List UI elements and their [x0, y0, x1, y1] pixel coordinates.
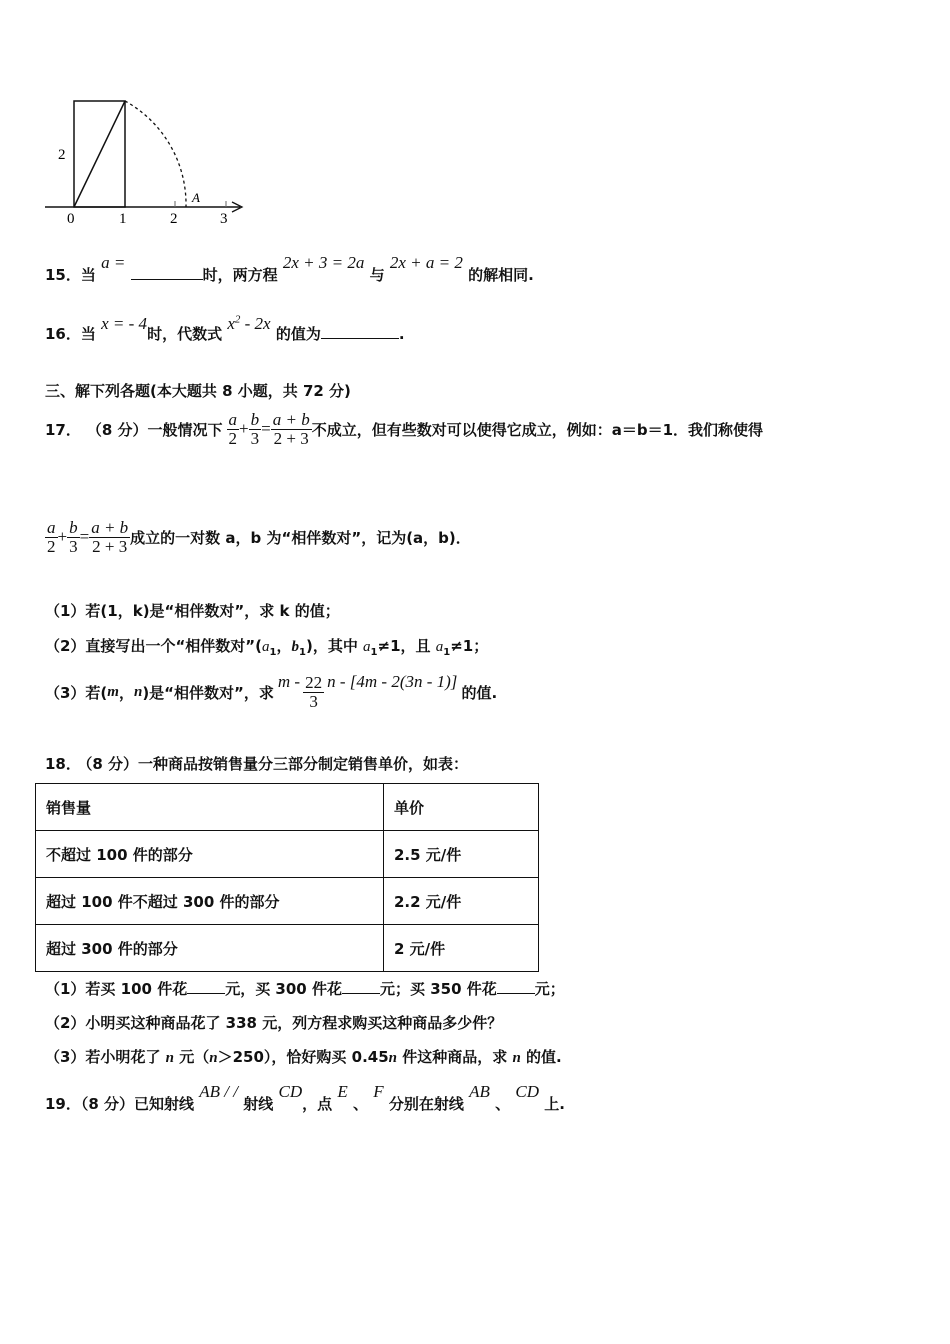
fraction-22-3: $\frac{22}{3}$	[305, 672, 323, 711]
question-18: 18． （8 分）一种商品按销售量分三部分制定销售单价，如表：	[45, 755, 469, 773]
table-header: 销售量	[36, 784, 384, 831]
table-cell: 2.5 元/件	[384, 831, 539, 878]
ray-ab-parallel: AB / /	[199, 1082, 238, 1101]
table-header: 单价	[384, 784, 539, 831]
answer-blank[interactable]	[321, 324, 399, 339]
q18-part-3: （3）若小明花了 n 元（n＞250），恰好购买 0.45n 件这种商品，求 n 的值.	[45, 1048, 562, 1066]
table-cell: 2.2 元/件	[384, 878, 539, 925]
tick-label-1: 1	[119, 211, 127, 227]
q18-part-2: （2）小明买这种商品花了 338 元，列方程求购买这种商品多少件？	[45, 1014, 503, 1032]
point-e: E	[337, 1082, 348, 1101]
math-x-equals: x = - 4	[101, 314, 148, 333]
table-row	[36, 925, 539, 972]
equation-2: 2x + a = 2	[389, 253, 463, 272]
question-17-definition: $\frac{a}{2}$ + $\frac{b}{3}$ = $\frac{a + b}{2 + 3}$ 成立的一对数 a，b 为“相伴数对”，记为(a，b)．	[47, 517, 471, 556]
arc	[125, 101, 186, 207]
answer-blank[interactable]	[187, 979, 225, 994]
table-row	[36, 878, 539, 925]
question-number: 19．	[45, 1095, 81, 1113]
tick-label-0: 0	[67, 211, 75, 227]
number-line-figure	[40, 95, 255, 230]
y-label: 2	[58, 147, 66, 163]
table-cell: 2 元/件	[384, 925, 539, 972]
question-15: 15．当 a = 时，两方程 2x + 3 = 2a 与 2x + a = 2 的解相同.	[45, 253, 534, 284]
question-number: 16．	[45, 325, 81, 343]
fraction-b-3: $\frac{b}{3}$	[250, 409, 260, 448]
table-cell: 超过 300 件的部分	[36, 925, 384, 972]
answer-blank[interactable]	[342, 979, 380, 994]
price-table	[35, 783, 539, 972]
q17-part-2: （2）直接写出一个“相伴数对$”(a_1$，$b_1$)，其中 $a_1\ne 1$，且 $a_1\ne 1$；	[45, 637, 489, 658]
equation-1: 2x + 3 = 2a	[282, 253, 365, 272]
question-19: 19．（8 分）已知射线 AB / / 射线 CD，点 E 、 F 分别在射线 AB 、 CD 上.	[45, 1082, 565, 1113]
question-number: 17．	[45, 420, 81, 439]
point-label-a: A	[192, 190, 200, 205]
q17-part-3: （3）若( m ， n )是“相伴数对”，求 m - $\frac{22}{3}$ n - [4m - 2(3n - 1)] 的值.	[45, 672, 498, 711]
fraction-sum: $\frac{a + b}{2 + 3}$	[272, 409, 310, 448]
expression: $x^2 - 2x$	[227, 313, 271, 333]
tick-label-2: 2	[170, 211, 178, 227]
fraction-b-3: $\frac{b}{3}$	[69, 517, 78, 556]
ray-cd: CD	[278, 1082, 303, 1101]
question-16: 16．当 x = - 4时，代数式 $x^2 - 2x$ 的值为 .	[45, 313, 405, 343]
tick-label-3: 3	[220, 211, 228, 227]
fraction-sum: $\frac{a + b}{2 + 3}$	[91, 517, 129, 556]
math-a-equals: a =	[101, 253, 126, 272]
point-f: F	[373, 1082, 384, 1101]
question-number: 15．	[45, 266, 81, 284]
table-header-row	[36, 784, 539, 831]
ray-cd-2: CD	[515, 1082, 539, 1101]
diagonal	[74, 101, 125, 207]
question-17: 17． （8 分）一般情况下 $\frac{a}{2}$ + $\frac{b}{3}$ = $\frac{a + b}{2 + 3}$ 不成立，但有些数对可以使得它成立，例如：a＝b＝1．我们称使得	[45, 409, 764, 448]
ray-ab: AB	[469, 1082, 490, 1101]
expression-part-1: m -	[277, 672, 301, 691]
q18-part-1: （1）若买 100 件花 元，买 300 件花 元；买 350 件花 元；	[45, 980, 565, 998]
answer-blank[interactable]	[497, 979, 535, 994]
section-heading: 三、解下列各题(本大题共 8 小题，共 72 分)	[45, 382, 351, 400]
fraction-a-2: $\frac{a}{2}$	[47, 517, 56, 556]
q17-part-1: （1）若(1，k)是“相伴数对”，求 k 的值；	[45, 602, 340, 620]
table-cell: 不超过 100 件的部分	[36, 831, 384, 878]
table-row	[36, 831, 539, 878]
question-number: 18．	[45, 755, 81, 773]
table-cell: 超过 100 件不超过 300 件的部分	[36, 878, 384, 925]
expression-part-2: n - [4m - 2(3n - 1)]	[327, 672, 458, 691]
answer-blank[interactable]	[131, 265, 203, 280]
fraction-a-2: $\frac{a}{2}$	[228, 409, 238, 448]
